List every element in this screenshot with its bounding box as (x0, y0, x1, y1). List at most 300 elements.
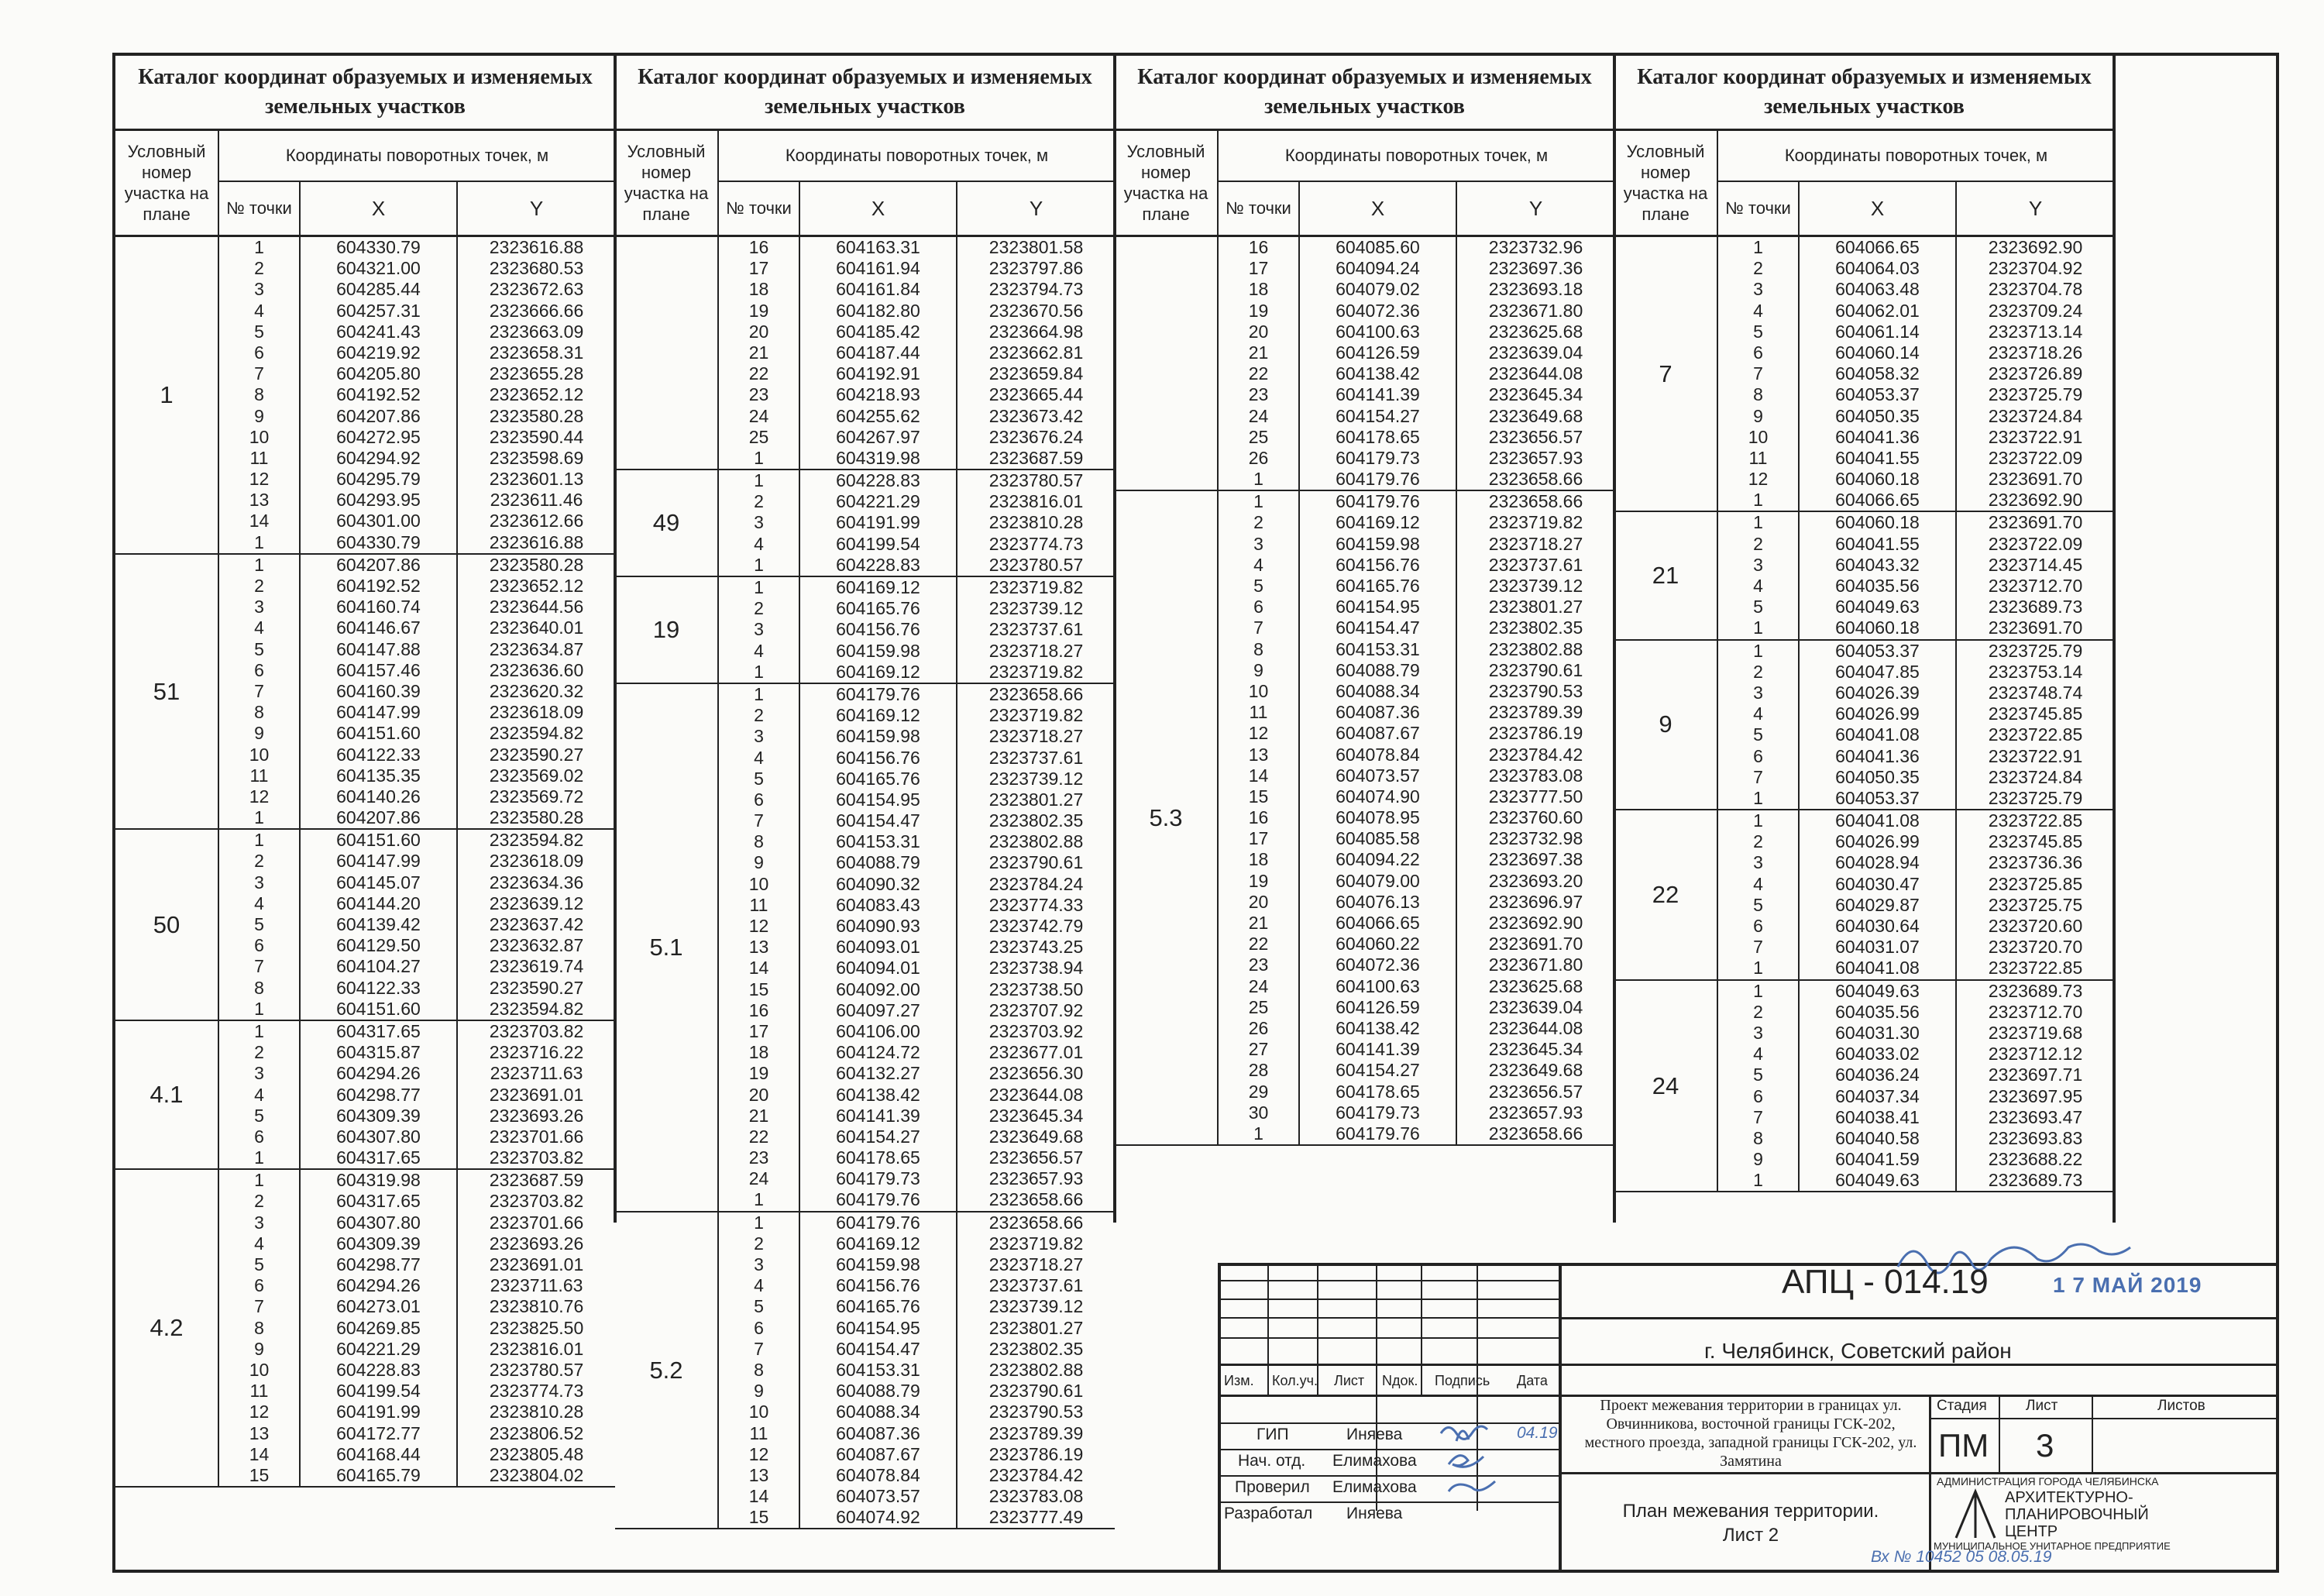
x-coordinate: 604060.18 (1800, 469, 1957, 490)
table-row (719, 769, 1115, 789)
y-coordinate: 2323784.24 (988, 873, 1084, 894)
x-coordinate: 604094.01 (800, 958, 957, 979)
y-coordinate: 2323662.81 (988, 342, 1084, 363)
table-row (219, 1360, 615, 1381)
point-number: 5 (1718, 1065, 1800, 1085)
table-row (719, 1465, 1115, 1486)
y-coordinate: 2323657.93 (1488, 1102, 1583, 1123)
x-coordinate: 604035.56 (1800, 1002, 1957, 1023)
y-coordinate: 2323656.57 (1488, 1081, 1583, 1102)
table-row (1219, 934, 1614, 955)
parcel-header: Условный номер участка на плане (115, 131, 219, 235)
y-coordinate: 2323745.85 (1988, 831, 2083, 852)
role-label: ГИП (1257, 1426, 1289, 1443)
table-row (1718, 1107, 2114, 1128)
table-row (1219, 745, 1614, 765)
point-number: 2 (219, 258, 301, 279)
x-coordinate: 604317.65 (301, 1147, 458, 1168)
table-row (1219, 1060, 1614, 1081)
parcel-group (615, 237, 1115, 470)
point-number: 1 (719, 470, 800, 491)
x-coordinate: 604026.99 (1800, 703, 1957, 724)
table-row (1219, 363, 1614, 384)
table-row (1718, 1086, 2114, 1107)
point-number-header: № точки (219, 182, 301, 235)
y-coordinate: 2323612.66 (489, 511, 584, 531)
org-line-1: АДМИНИСТРАЦИЯ ГОРОДА ЧЕЛЯБИНСКА (1937, 1475, 2159, 1488)
x-coordinate: 604087.67 (800, 1444, 957, 1465)
table-row (1219, 892, 1614, 913)
y-coordinate: 2323825.50 (489, 1317, 584, 1338)
y-coordinate: 2323701.66 (489, 1212, 584, 1233)
y-coordinate: 2323719.82 (988, 577, 1084, 597)
point-number: 4 (219, 1233, 301, 1254)
point-number: 1 (219, 999, 301, 1020)
table-row (1219, 427, 1614, 448)
point-number: 6 (719, 789, 800, 810)
y-coordinate: 2323639.12 (489, 893, 584, 913)
table-row (1219, 913, 1614, 934)
x-coordinate: 604267.97 (800, 427, 957, 448)
x-coordinate: 604146.67 (301, 617, 458, 638)
y-coordinate: 2323789.39 (1488, 702, 1583, 723)
y-coordinate: 2323816.01 (489, 1338, 584, 1359)
y-coordinate: 2323701.66 (489, 1126, 584, 1147)
x-coordinate: 604104.27 (301, 956, 458, 977)
point-number: 5 (219, 639, 301, 660)
point-number: 4 (1718, 703, 1800, 724)
y-coordinate: 2323594.82 (489, 830, 584, 851)
point-number: 2 (219, 851, 301, 872)
parcel-group (1614, 641, 2114, 811)
y-header: Y (1528, 196, 1543, 220)
y-coordinate: 2323696.97 (1488, 891, 1583, 912)
x-coordinate: 604330.79 (301, 237, 458, 258)
x-coordinate: 604185.42 (800, 322, 957, 342)
table-row (1219, 681, 1614, 702)
table-row (719, 1507, 1115, 1528)
table-row (219, 1275, 615, 1296)
x-coordinate: 604066.65 (1800, 490, 1957, 511)
table-row (219, 914, 615, 935)
y-coordinate: 2323718.27 (1488, 533, 1583, 554)
y-coordinate: 2323739.12 (988, 598, 1084, 619)
y-coordinate: 2323691.70 (1988, 617, 2083, 638)
point-number: 2 (1718, 1002, 1800, 1023)
parcel-group (1115, 491, 1614, 1146)
y-coordinate: 2323697.38 (1488, 849, 1583, 870)
point-number: 9 (219, 723, 301, 744)
table-row (1718, 981, 2114, 1002)
point-number: 21 (719, 1106, 800, 1126)
table-row (719, 1126, 1115, 1147)
x-coordinate: 604050.35 (1800, 406, 1957, 427)
x-coordinate: 604159.98 (800, 641, 957, 662)
x-coordinate: 604207.86 (301, 555, 458, 576)
point-number: 15 (719, 979, 800, 1000)
y-coordinate: 2323658.66 (988, 1189, 1084, 1210)
point-number: 5 (1219, 576, 1300, 597)
x-coordinate: 604319.98 (800, 448, 957, 469)
y-coordinate: 2323704.78 (1988, 279, 2083, 300)
point-number: 3 (1718, 852, 1800, 873)
table-row (219, 301, 615, 322)
x-coordinate: 604064.03 (1800, 258, 1957, 279)
table-row (1219, 576, 1614, 597)
table-row (219, 1042, 615, 1063)
table-row (219, 935, 615, 956)
parcel-group (1614, 512, 2114, 640)
table-row (719, 534, 1115, 555)
point-number: 1 (1718, 617, 1800, 638)
parcel-header: Условный номер участка на плане (1614, 131, 1718, 235)
point-number: 4 (1718, 1044, 1800, 1065)
y-coordinate: 2323618.09 (489, 851, 584, 872)
y-coordinate: 2323634.36 (489, 872, 584, 893)
parcel-group (115, 237, 615, 555)
point-number: 18 (719, 279, 800, 300)
x-coordinate: 604169.12 (800, 662, 957, 683)
table-row (1219, 786, 1614, 807)
col-data: Дата (1517, 1373, 1548, 1388)
x-coordinate: 604153.31 (800, 1360, 957, 1381)
point-number: 19 (719, 301, 800, 322)
x-coordinate: 604053.37 (1800, 384, 1957, 405)
table-row (719, 619, 1115, 640)
x-coordinate: 604088.79 (800, 852, 957, 873)
point-number: 3 (719, 1254, 800, 1275)
x-coordinate: 604309.39 (301, 1106, 458, 1126)
table-row (1718, 810, 2114, 831)
x-coordinate: 604191.99 (301, 1402, 458, 1422)
table-row (719, 301, 1115, 322)
x-coordinate: 604031.30 (1800, 1023, 1957, 1044)
x-coordinate: 604129.50 (301, 935, 458, 956)
y-coordinate: 2323774.73 (489, 1381, 584, 1402)
x-coordinate: 604169.12 (800, 705, 957, 726)
point-number: 11 (219, 765, 301, 786)
point-number: 20 (719, 1085, 800, 1106)
x-coordinate: 604053.37 (1800, 641, 1957, 662)
table-row (219, 279, 615, 300)
y-coordinate: 2323697.95 (1988, 1085, 2083, 1106)
x-coordinate: 604035.56 (1800, 576, 1957, 597)
y-coordinate: 2323712.12 (1988, 1044, 2083, 1065)
x-coordinate: 604073.57 (800, 1486, 957, 1507)
y-coordinate: 2323658.66 (988, 683, 1084, 704)
table-row (1219, 1102, 1614, 1123)
y-coordinate: 2323644.56 (489, 597, 584, 617)
x-coordinate: 604147.99 (301, 702, 458, 723)
point-number: 14 (719, 1486, 800, 1507)
point-number: 1 (719, 1189, 800, 1210)
point-number: 3 (219, 597, 301, 617)
table-row (719, 448, 1115, 469)
table-row (1718, 1128, 2114, 1149)
column-divider (1113, 53, 1116, 1223)
point-number: 11 (1718, 448, 1800, 469)
x-coordinate: 604179.76 (1300, 1123, 1457, 1144)
y-coordinate: 2323709.24 (1988, 300, 2083, 321)
table-row (1718, 490, 2114, 511)
table-row (1718, 597, 2114, 617)
table-row (719, 831, 1115, 852)
x-coordinate: 604154.27 (800, 1126, 957, 1147)
y-coordinate: 2323789.39 (988, 1422, 1084, 1443)
table-row (219, 322, 615, 342)
point-number: 25 (1219, 427, 1300, 448)
point-number: 16 (1219, 237, 1300, 258)
point-number: 12 (219, 469, 301, 490)
y-coordinate: 2323645.34 (988, 1105, 1084, 1126)
parcel-group (1614, 981, 2114, 1193)
point-number: 18 (1219, 849, 1300, 870)
x-coordinate: 604063.48 (1800, 279, 1957, 300)
y-coordinate: 2323691.01 (489, 1084, 584, 1105)
org-line-5: МУНИЦИПАЛЬНОЕ УНИТАРНОЕ ПРЕДПРИЯТИЕ (1934, 1540, 2171, 1552)
y-coordinate: 2323725.79 (1988, 384, 2083, 405)
point-number: 5 (219, 914, 301, 935)
table-row (1718, 1023, 2114, 1044)
table-row (719, 1021, 1115, 1042)
point-number: 1 (1718, 512, 1800, 533)
y-coordinate: 2323693.83 (1988, 1127, 2083, 1148)
catalog-title: Каталог координат образуемых и изменяемых земельных участков (1115, 56, 1614, 131)
role-label: Проверил (1235, 1478, 1310, 1496)
table-row (719, 1212, 1115, 1233)
point-number: 3 (1718, 555, 1800, 576)
point-number: 25 (719, 427, 800, 448)
y-coordinate: 2323639.04 (1488, 996, 1583, 1017)
x-coordinate: 604273.01 (301, 1296, 458, 1317)
table-row (219, 745, 615, 765)
point-number: 13 (719, 937, 800, 958)
y-header: Y (1029, 196, 1043, 220)
y-coordinate: 2323636.60 (489, 659, 584, 680)
parcel-group (115, 830, 615, 1021)
x-coordinate: 604088.34 (1300, 681, 1457, 702)
point-number: 1 (1718, 981, 1800, 1002)
point-number: 1 (719, 684, 800, 705)
table-row (1219, 1018, 1614, 1039)
parcel-group (115, 555, 615, 830)
y-coordinate: 2323656.30 (988, 1063, 1084, 1084)
point-number-header: № точки (1718, 182, 1800, 235)
y-coordinate: 2323658.66 (1488, 469, 1583, 490)
x-coordinate: 604066.65 (1800, 237, 1957, 258)
table-row (219, 406, 615, 427)
point-number: 17 (719, 258, 800, 279)
y-coordinate: 2323724.84 (1988, 405, 2083, 426)
point-number: 1 (719, 448, 800, 469)
x-coordinate: 604090.93 (800, 916, 957, 937)
x-coordinate: 604139.42 (301, 914, 458, 935)
x-coordinate: 604041.55 (1800, 448, 1957, 469)
sheets-label: Листов (2157, 1398, 2205, 1414)
x-coordinate: 604066.65 (1300, 913, 1457, 934)
point-number: 10 (219, 427, 301, 448)
x-coordinate: 604154.27 (1300, 406, 1457, 427)
table-row (719, 342, 1115, 363)
x-coordinate: 604060.14 (1800, 342, 1957, 363)
y-coordinate: 2323632.87 (489, 935, 584, 956)
point-number: 1 (1219, 491, 1300, 512)
point-number: 24 (1219, 976, 1300, 997)
role-name: Елимахова (1332, 1478, 1417, 1496)
y-coordinate: 2323691.70 (1988, 469, 2083, 490)
y-coordinate: 2323673.42 (988, 405, 1084, 426)
table-row (1718, 384, 2114, 405)
table-row (1718, 279, 2114, 300)
point-number: 7 (1219, 617, 1300, 638)
y-coordinate: 2323671.80 (1488, 300, 1583, 321)
parcel-id: 4.2 (115, 1170, 219, 1486)
point-number: 16 (719, 1000, 800, 1021)
point-number: 10 (1219, 681, 1300, 702)
x-coordinate: 604156.76 (1300, 555, 1457, 576)
document-code: АПЦ - 014.19 (1782, 1263, 1989, 1301)
y-header: Y (2028, 196, 2043, 220)
x-coordinate: 604144.20 (301, 893, 458, 914)
point-number: 2 (719, 598, 800, 619)
table-row (1718, 1149, 2114, 1170)
y-coordinate: 2323790.61 (988, 1381, 1084, 1402)
x-coordinate: 604033.02 (1800, 1044, 1957, 1065)
parcel-group (615, 1212, 1115, 1530)
point-number: 17 (1219, 828, 1300, 849)
table-row (1219, 322, 1614, 342)
x-coordinate: 604087.36 (1300, 702, 1457, 723)
x-header: X (1800, 182, 1957, 235)
table-row (1718, 703, 2114, 724)
table-row (219, 1339, 615, 1360)
column-divider (2113, 53, 2116, 1223)
x-coordinate: 604122.33 (301, 745, 458, 765)
x-coordinate: 604228.83 (301, 1360, 458, 1381)
table-row (719, 1189, 1115, 1210)
table-row (219, 384, 615, 405)
y-coordinate: 2323790.53 (988, 1402, 1084, 1422)
y-coordinate: 2323794.73 (988, 279, 1084, 300)
parcel-group (115, 1021, 615, 1170)
y-coordinate: 2323680.53 (489, 258, 584, 279)
y-coordinate: 2323802.35 (1488, 617, 1583, 638)
table-row (1219, 849, 1614, 870)
table-row (719, 874, 1115, 895)
y-coordinate: 2323760.60 (1488, 807, 1583, 828)
x-coordinate: 604319.98 (301, 1170, 458, 1191)
x-coordinate: 604041.08 (1800, 810, 1957, 831)
y-coordinate: 2323616.88 (489, 237, 584, 257)
point-number: 25 (1219, 997, 1300, 1018)
point-number: 5 (1718, 597, 1800, 617)
point-number: 3 (219, 1063, 301, 1084)
table-row (1718, 469, 2114, 490)
point-number: 4 (219, 1085, 301, 1106)
table-row (1219, 723, 1614, 744)
y-coordinate: 2323774.33 (988, 894, 1084, 915)
table-row (719, 958, 1115, 979)
point-number: 19 (1219, 301, 1300, 322)
x-coordinate: 604199.54 (800, 534, 957, 555)
point-number: 2 (1718, 534, 1800, 555)
x-coordinate: 604147.99 (301, 851, 458, 872)
x-coordinate: 604026.99 (1800, 831, 1957, 852)
y-coordinate: 2323619.74 (489, 956, 584, 977)
y-coordinate: 2323652.12 (489, 384, 584, 405)
table-row (219, 1147, 615, 1168)
point-number: 5 (1718, 724, 1800, 745)
point-number: 1 (219, 1147, 301, 1168)
x-coordinate: 604221.29 (800, 491, 957, 512)
table-row (1718, 342, 2114, 363)
point-number: 8 (1718, 1128, 1800, 1149)
x-coordinate: 604257.31 (301, 301, 458, 322)
table-row (219, 702, 615, 723)
table-row (719, 1296, 1115, 1317)
table-row (219, 872, 615, 893)
y-coordinate: 2323658.31 (489, 342, 584, 363)
y-coordinate: 2323732.98 (1488, 828, 1583, 849)
table-row (719, 491, 1115, 512)
point-number: 23 (1219, 955, 1300, 975)
table-row (1219, 702, 1614, 723)
point-number: 1 (1718, 641, 1800, 662)
parcel-id: 49 (615, 470, 719, 576)
y-coordinate: 2323810.28 (489, 1402, 584, 1422)
x-coordinate: 604028.94 (1800, 852, 1957, 873)
parcel-header: Условный номер участка на плане (615, 131, 719, 235)
table-row (1718, 662, 2114, 683)
table-row (719, 1381, 1115, 1402)
point-number: 14 (719, 958, 800, 979)
y-coordinate: 2323691.01 (489, 1254, 584, 1274)
point-number: 15 (219, 1465, 301, 1486)
x-coordinate: 604092.00 (800, 979, 957, 1000)
y-coordinate: 2323719.68 (1988, 1022, 2083, 1043)
table-row (719, 789, 1115, 810)
table-row (219, 237, 615, 258)
point-number: 4 (719, 641, 800, 662)
table-row (219, 1212, 615, 1233)
y-coordinate: 2323692.90 (1988, 237, 2083, 257)
x-coordinate: 604169.12 (800, 1233, 957, 1254)
table-row (219, 1063, 615, 1084)
x-coordinate: 604031.07 (1800, 937, 1957, 958)
x-coordinate: 604160.39 (301, 681, 458, 702)
parcel-id: 51 (115, 555, 219, 828)
y-coordinate: 2323804.02 (489, 1464, 584, 1485)
sheet-label: Лист (2026, 1398, 2058, 1414)
coords-header: Координаты поворотных точек, м (1718, 131, 2114, 182)
x-coordinate: 604165.79 (301, 1465, 458, 1486)
table-row (1718, 512, 2114, 533)
table-row (1219, 1123, 1614, 1144)
y-coordinate: 2323671.80 (1488, 955, 1583, 975)
x-coordinate: 604074.90 (1300, 786, 1457, 807)
x-coordinate: 604192.91 (800, 363, 957, 384)
table-row (1718, 363, 2114, 384)
y-coordinate: 2323594.82 (489, 998, 584, 1019)
x-coordinate: 604062.01 (1800, 301, 1957, 322)
x-coordinate: 604078.95 (1300, 807, 1457, 828)
y-coordinate: 2323774.73 (988, 533, 1084, 554)
y-coordinate: 2323737.61 (988, 1275, 1084, 1296)
point-number: 3 (719, 726, 800, 747)
x-coordinate: 604179.76 (800, 1189, 957, 1210)
y-coordinate: 2323802.88 (1488, 638, 1583, 659)
table-row (719, 895, 1115, 916)
